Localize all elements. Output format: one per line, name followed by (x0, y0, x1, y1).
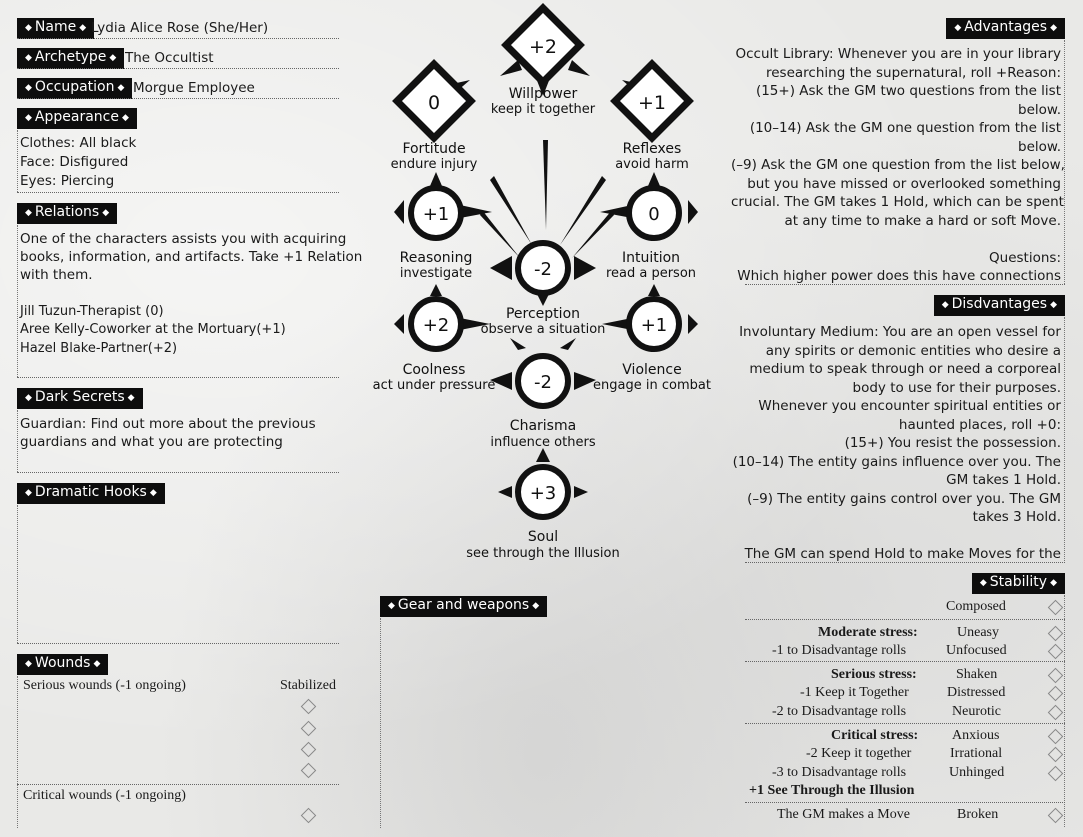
willpower-label: Willpower (508, 86, 578, 102)
spike (430, 172, 442, 186)
wounds-mid-divider (17, 784, 339, 785)
dark-secrets-border (17, 410, 18, 472)
appearance-divider (17, 192, 339, 193)
dramatic-hooks-field[interactable] (20, 505, 338, 643)
appearance-line-eyes[interactable]: Eyes: Piercing (20, 173, 115, 189)
perception-desc: observe a situation (480, 322, 606, 337)
spike (394, 200, 404, 224)
charisma-value[interactable]: -2 (534, 372, 552, 393)
disadvantages-line: haunted places, roll +0: (898, 416, 1061, 433)
violence-label: Violence (622, 362, 682, 378)
serious-stress-effect: -1 Keep it Together (800, 685, 909, 700)
relations-intro-line[interactable]: One of the characters assists you with acquiring (20, 231, 347, 247)
disadvantages-line: any spirits or demonic entities who desire a (765, 342, 1061, 359)
dark-secrets-tag: ◆ Dark Secrets ◆ (17, 388, 143, 409)
disadvantages-line: (–9) The entity gains control over you. The GM (747, 490, 1061, 507)
perception-node[interactable] (518, 243, 568, 293)
name-tag-label: Name (34, 19, 77, 35)
stability-divider (745, 661, 1065, 662)
reflexes-node[interactable] (615, 64, 689, 138)
relation-item[interactable]: Jill Tuzun-Therapist (0) (20, 304, 164, 319)
relations-border (17, 225, 18, 377)
stability-composed: Composed (946, 599, 1006, 614)
spike (560, 338, 576, 350)
spike (510, 338, 526, 350)
stability-divider (745, 802, 1065, 803)
serious-wounds-label: Serious wounds (-1 ongoing) (23, 678, 186, 693)
gear-border (380, 618, 381, 828)
dark-secrets-divider (17, 472, 339, 473)
relations-intro-line[interactable]: with them. (20, 267, 93, 283)
stability-border (1064, 595, 1065, 827)
archetype-tag-label: Archetype (34, 49, 107, 65)
disadvantages-line: body to use for their purposes. (852, 379, 1061, 396)
spike (480, 210, 520, 258)
spike (688, 314, 698, 334)
moderate-stress-effect: -1 to Disadvantage rolls (772, 643, 907, 658)
advantages-line: below. (1018, 101, 1061, 118)
appearance-line-face[interactable]: Face: Disfigured (20, 154, 129, 170)
perception-value[interactable]: -2 (534, 259, 552, 280)
charisma-desc: influence others (490, 435, 596, 450)
stability-state-irrational: Irrational (950, 746, 1003, 761)
disadvantages-line (731, 527, 1061, 546)
stability-tag: ◆ Stability ◆ (972, 573, 1065, 594)
wounds-border (17, 676, 18, 828)
stability-divider (745, 619, 1065, 620)
advantages-line: but you have missed or overlooked something (747, 175, 1061, 192)
soul-value[interactable]: +3 (529, 483, 557, 504)
intuition-node[interactable] (629, 188, 679, 238)
disadvantages-line: takes 3 Hold. (972, 509, 1061, 525)
advantages-line: Occult Library: Whenever you are in your library (735, 46, 1061, 62)
moderate-stress-label: Moderate stress: (818, 625, 918, 640)
archetype-divider (17, 68, 339, 69)
intuition-desc: read a person (605, 266, 697, 281)
charisma-label: Charisma (509, 418, 577, 434)
soul-node[interactable] (518, 467, 568, 517)
disadvantages-line: Involuntary Medium: You are an open vessel for (739, 324, 1061, 340)
advantages-line (731, 230, 1061, 249)
spike (394, 314, 404, 334)
stabilized-label: Stabilized (280, 678, 336, 693)
stability-state-unhinged: Unhinged (949, 765, 1005, 780)
spike (536, 448, 550, 462)
disadvantages-tag: ◆ Disdvantages ◆ (934, 295, 1065, 316)
soul-label: Soul (527, 529, 559, 545)
reasoning-desc: investigate (399, 266, 473, 281)
attribute-tree (340, 0, 740, 600)
reflexes-desc: avoid harm (615, 157, 689, 172)
violence-value[interactable]: +1 (640, 315, 668, 336)
reasoning-label: Reasoning (399, 250, 473, 266)
name-divider (17, 38, 339, 39)
charisma-node[interactable] (518, 356, 568, 406)
soul-desc: see through the Illusion (466, 546, 620, 561)
fortitude-desc: endure injury (390, 157, 478, 172)
advantages-line: researching the supernatural, roll +Reason: (766, 64, 1061, 81)
disadvantages-line: The GM can spend Hold to make Moves for the (744, 546, 1061, 562)
appearance-tag: ◆ Appearance ◆ (17, 108, 137, 129)
advantages-tag: ◆ Advantages ◆ (946, 18, 1065, 39)
relations-tag: ◆ Relations ◆ (17, 203, 117, 224)
stability-tag-label: Stability (989, 574, 1048, 590)
coolness-value[interactable]: +2 (422, 315, 450, 336)
willpower-desc: keep it together (490, 102, 596, 117)
stability-state-anxious: Anxious (952, 728, 1000, 743)
dramatic-hooks-border (17, 505, 18, 643)
dark-secrets-tag-label: Dark Secrets (34, 389, 125, 405)
archetype-field[interactable]: The Occultist (125, 50, 214, 66)
appearance-border (17, 130, 18, 192)
advantages-divider (745, 284, 1065, 285)
violence-desc: engage in combat (593, 378, 711, 393)
name-tag: ◆ Name ◆ (17, 18, 94, 39)
spike (460, 205, 492, 218)
dark-secrets-line[interactable]: Guardian: Find out more about the previous (20, 416, 316, 432)
fortitude-node[interactable] (397, 64, 471, 138)
disadvantages-tag-label: Disdvantages (951, 296, 1048, 312)
stability-state-unfocused: Unfocused (946, 643, 1007, 658)
stability-state-distressed: Distressed (947, 685, 1006, 700)
spike (498, 486, 512, 498)
dramatic-hooks-tag-label: Dramatic Hooks (34, 484, 147, 500)
occupation-divider (17, 98, 339, 99)
disadvantages-border (1064, 317, 1065, 561)
stability-state-shaken: Shaken (956, 667, 998, 682)
advantages-tag-label: Advantages (964, 19, 1048, 35)
appearance-line-clothes[interactable]: Clothes: All black (20, 135, 137, 151)
relations-divider (17, 377, 339, 378)
relation-item[interactable]: Aree Kelly-Coworker at the Mortuary(+1) (20, 322, 286, 337)
stability-divider (745, 723, 1065, 724)
spike (490, 256, 512, 280)
dramatic-hooks-tag: ◆ Dramatic Hooks ◆ (17, 483, 165, 504)
occupation-field[interactable]: Morgue Employee (133, 80, 255, 96)
advantages-line: Questions: (989, 249, 1061, 266)
stability-state-broken: Broken (957, 807, 999, 822)
reflexes-label: Reflexes (622, 141, 682, 157)
serious-stress-label: Serious stress: (831, 667, 917, 682)
dramatic-hooks-divider (17, 643, 339, 644)
spike (543, 140, 548, 230)
fortitude-label: Fortitude (402, 141, 466, 157)
spike (648, 172, 660, 186)
advantages-line: (–9) Ask the GM one question from the list below, (731, 157, 1065, 173)
spike (688, 200, 698, 224)
advantages-line: at any time to make a hard or soft Move. (784, 212, 1061, 229)
critical-stress-label: Critical stress: (831, 728, 919, 743)
gear-field[interactable] (383, 618, 713, 828)
disadvantages-text[interactable] (731, 323, 1061, 564)
archetype-tag: ◆ Archetype ◆ (17, 48, 124, 69)
coolness-desc: act under pressure (372, 378, 496, 393)
stability-state-neurotic: Neurotic (952, 704, 1001, 719)
gear-tag-label: Gear and weapons (397, 597, 530, 613)
dark-secrets-line[interactable]: guardians and what you are protecting (20, 434, 283, 450)
critical-wounds-label: Critical wounds (-1 ongoing) (23, 788, 186, 803)
gear-tag: ◆ Gear and weapons ◆ (380, 596, 547, 617)
spike (568, 60, 590, 76)
perception-label: Perception (505, 306, 581, 322)
advantages-line: (15+) Ask the GM two questions from the list (755, 83, 1061, 99)
disadvantages-line: (10–14) The entity gains influence over you. The (732, 453, 1061, 470)
disadvantages-line: GM takes 1 Hold. (946, 472, 1061, 488)
relations-tag-label: Relations (34, 204, 100, 220)
reasoning-node[interactable] (411, 188, 461, 238)
disadvantages-line: medium to speak through or need a corporeal (749, 361, 1061, 377)
disadvantages-line: Whenever you encounter spiritual entities or (758, 398, 1061, 414)
disadvantages-line: (15+) You resist the possession. (844, 435, 1061, 451)
advantages-line: Which higher power does this have connections (737, 268, 1061, 284)
willpower-value[interactable]: +2 (528, 36, 558, 58)
coolness-node[interactable] (411, 299, 461, 349)
advantages-line: below. (1018, 138, 1061, 155)
reflexes-value[interactable]: +1 (637, 92, 667, 114)
critical-stress-effect: -3 to Disadvantage rolls (772, 765, 907, 780)
spike (574, 486, 588, 498)
intuition-value[interactable]: 0 (648, 204, 660, 225)
intuition-label: Intuition (621, 250, 681, 266)
name-field[interactable]: Lydia Alice Rose (She/Her) (91, 20, 269, 36)
occupation-tag: ◆ Occupation ◆ (17, 78, 132, 99)
wounds-tag: ◆ Wounds ◆ (17, 654, 108, 675)
spike (648, 284, 660, 296)
appearance-tag-label: Appearance (34, 109, 119, 125)
advantages-text[interactable] (731, 45, 1065, 286)
spike (560, 176, 606, 245)
coolness-label: Coolness (402, 362, 466, 378)
critical-stress-effect: -2 Keep it together (806, 746, 912, 761)
reasoning-value[interactable]: +1 (422, 204, 450, 225)
stability-state-uneasy: Uneasy (957, 625, 999, 640)
fortitude-value[interactable]: 0 (427, 92, 441, 114)
advantages-line: crucial. The GM takes 1 Hold, which can be spent (731, 194, 1064, 210)
spike (490, 176, 532, 245)
critical-stress-effect: +1 See Through the Illusion (749, 783, 915, 798)
spike (574, 256, 596, 280)
advantages-line: (10–14) Ask the GM one question from the list (749, 120, 1061, 136)
relations-intro-line[interactable]: books, information, and artifacts. Take +1 Relation (20, 249, 363, 265)
relation-item[interactable]: Hazel Blake-Partner(+2) (20, 341, 178, 356)
spike (430, 284, 442, 296)
disadvantages-divider (745, 562, 1065, 563)
broken-effect: The GM makes a Move (777, 807, 910, 822)
wounds-tag-label: Wounds (34, 655, 91, 671)
serious-stress-effect: -2 to Disadvantage rolls (772, 704, 907, 719)
violence-node[interactable] (629, 299, 679, 349)
occupation-tag-label: Occupation (34, 79, 115, 95)
